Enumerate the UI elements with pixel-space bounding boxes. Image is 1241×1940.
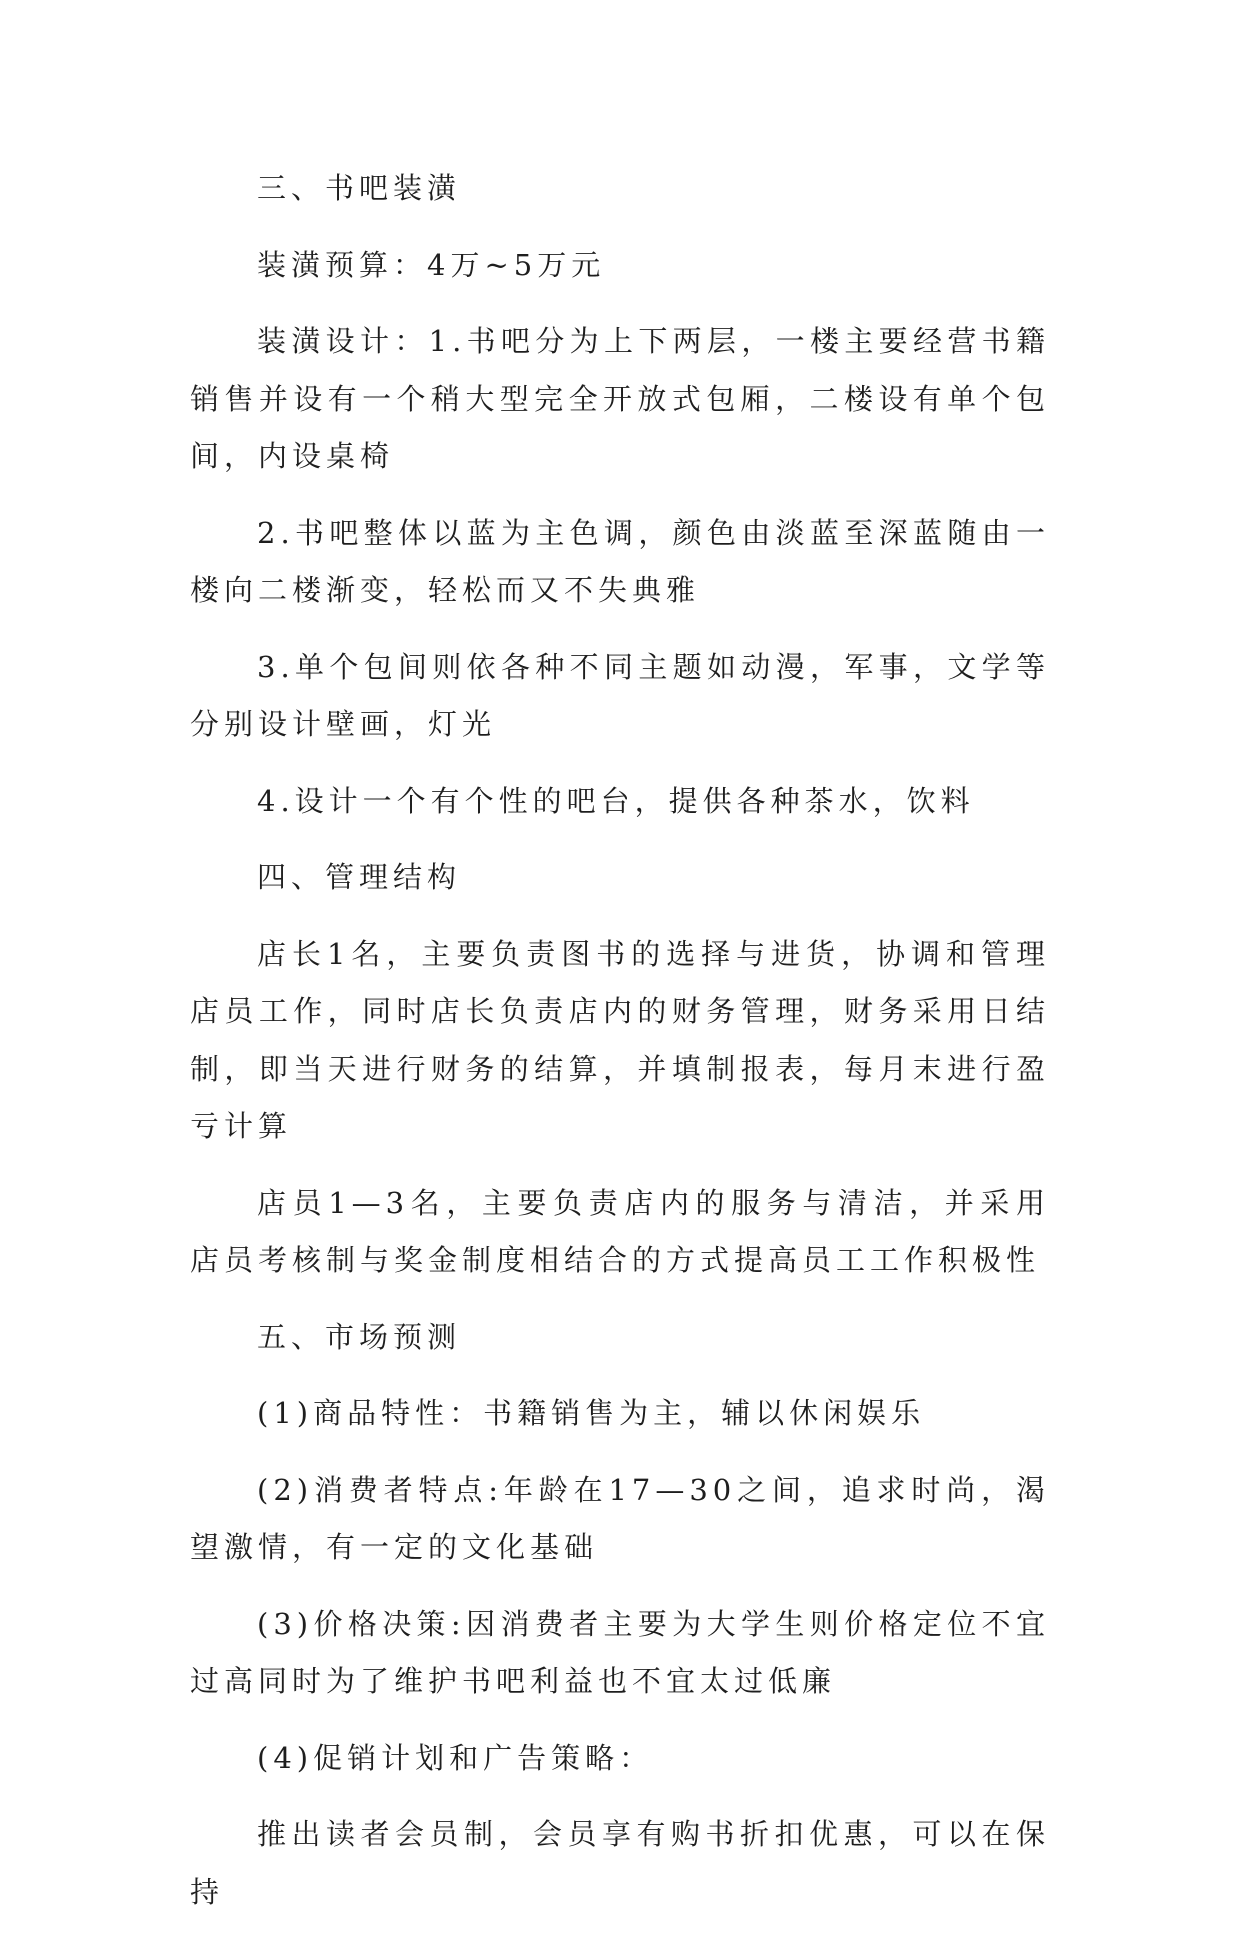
document-body <box>190 160 1050 1940</box>
decoration-design-2: 2.书吧整体以蓝为主色调，颜色由淡蓝至深蓝随由一楼向二楼渐变，轻松而又不失典雅 <box>190 515 1050 607</box>
decoration-design-4: 4.设计一个有个性的吧台，提供各种茶水，饮料 <box>257 783 975 818</box>
management-staff: 店员1—3名，主要负责店内的服务与清洁，并采用店员考核制与奖金制度相结合的方式提高员工工作积极性 <box>190 1185 1050 1277</box>
market-consumer-features: (2)消费者特点:年龄在17—30之间，追求时尚，渴望激情，有一定的文化基础 <box>190 1472 1050 1564</box>
market-promotion-heading: (4)促销计划和广告策略： <box>257 1740 654 1775</box>
market-promotion-text: 推出读者会员制，会员享有购书折扣优惠，可以在保持 <box>190 1817 1050 1909</box>
section-heading-decoration: 三、书吧装潢 <box>257 171 462 205</box>
decoration-design-3: 3.单个包间则依各种不同主题如动漫，军事，文学等分别设计壁画，灯光 <box>190 649 1050 741</box>
market-product-features: (1)商品特性：书籍销售为主，辅以休闲娱乐 <box>257 1396 926 1430</box>
market-pricing: (3)价格决策:因消费者主要为大学生则价格定位不宜过高同时为了维护书吧利益也不宜太过低廉 <box>190 1606 1050 1698</box>
section-heading-management: 四、管理结构 <box>257 860 462 894</box>
section-heading-market: 五、市场预测 <box>257 1319 462 1354</box>
decoration-budget: 装潢预算：4万~5万元 <box>257 247 606 282</box>
management-manager: 店长1名，主要负责图书的选择与进货，协调和管理店员工作，同时店长负责店内的财务管理，财务采用日结制，即当天进行财务的结算，并填制报表，每月末进行盈亏计算 <box>190 936 1050 1143</box>
decoration-design-1: 装潢设计：1.书吧分为上下两层，一楼主要经营书籍销售并设有一个稍大型完全开放式包厢，二楼设有单个包间，内设桌椅 <box>190 324 1050 473</box>
